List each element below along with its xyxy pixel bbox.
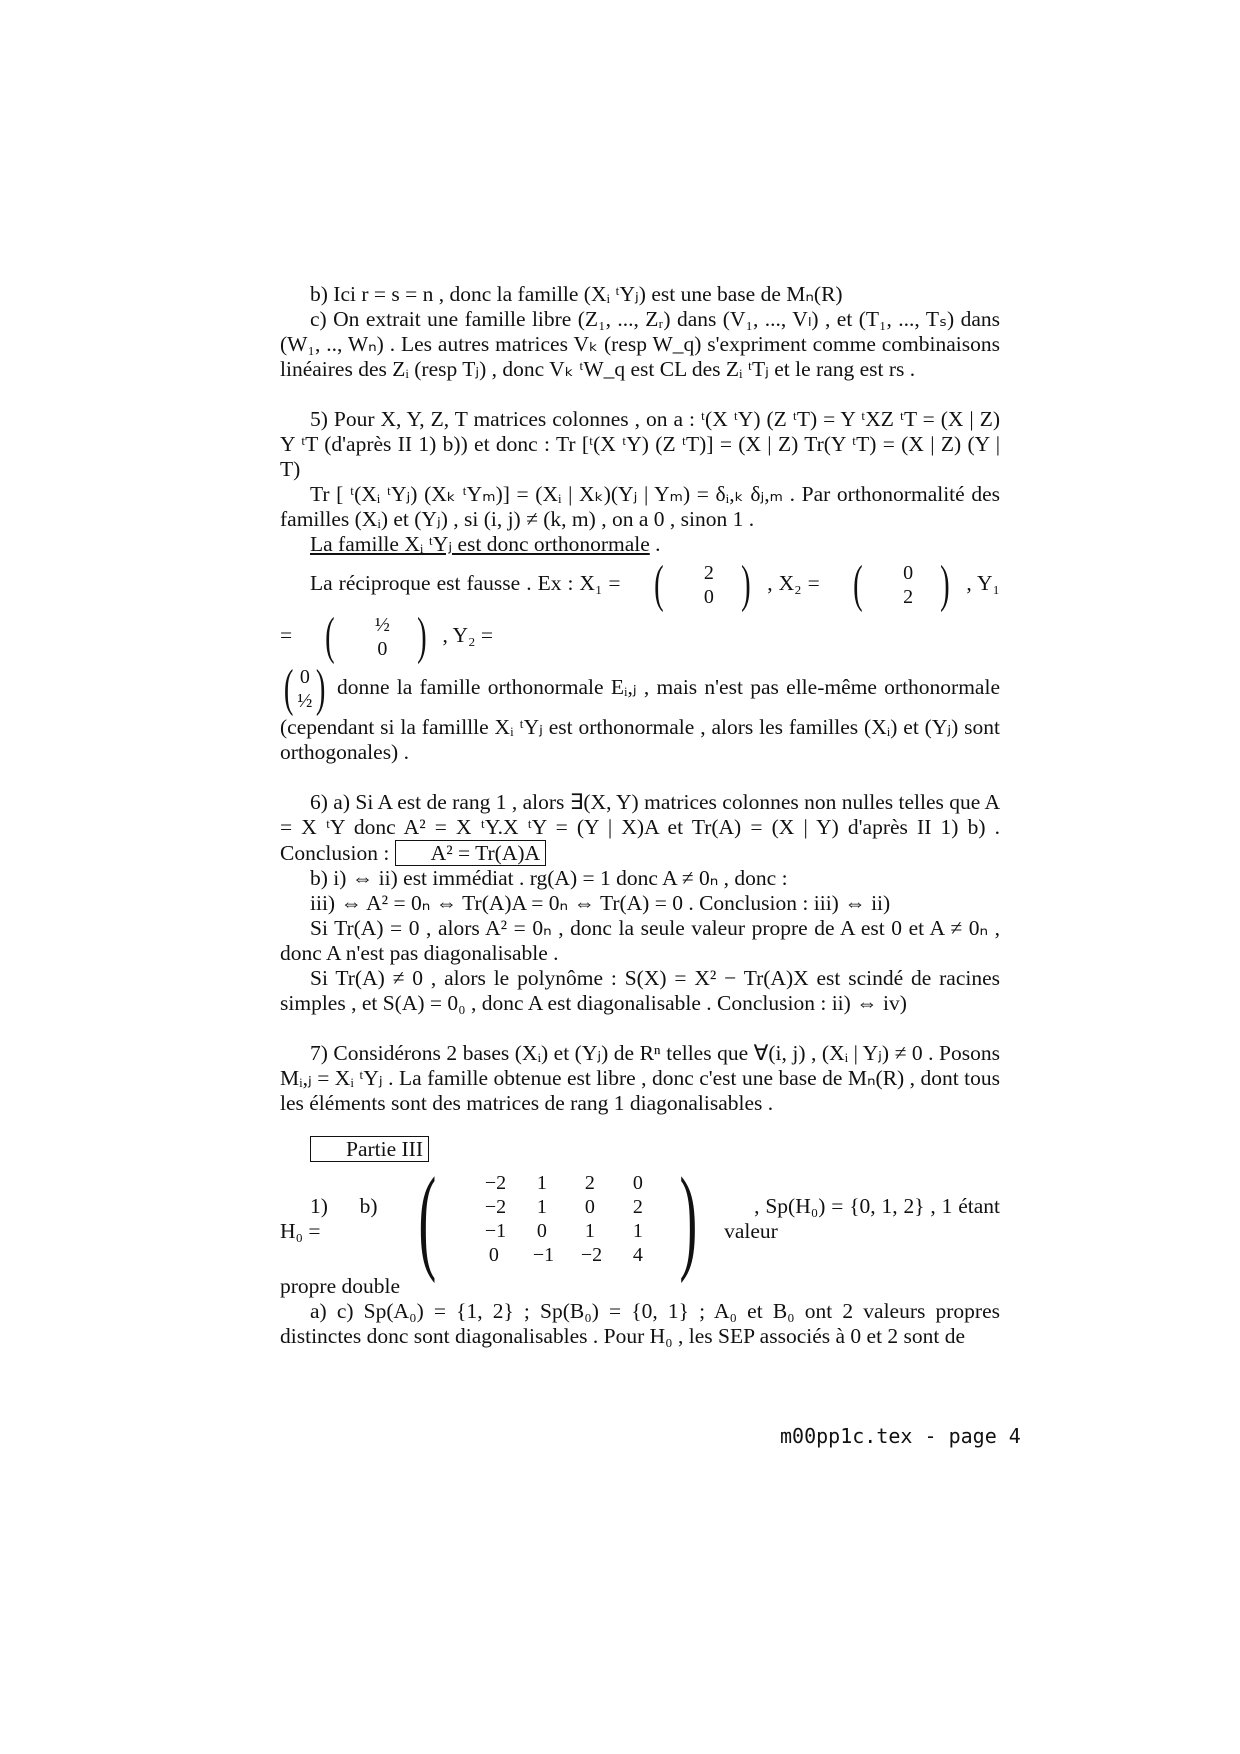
- underlined-conclusion: La famille Xᵢ ᵗYⱼ est donc orthonormale: [310, 532, 650, 556]
- matrix-x1: ( 2 0 ): [653, 556, 751, 613]
- matrix-y2: ( 0 ½ ): [283, 660, 326, 717]
- paragraph-iii-1b-end: propre double: [280, 1274, 401, 1298]
- part-iii-box: Partie III: [310, 1136, 429, 1162]
- matrix-h0: ( −2 1 2 0 −2 1 0 2 −1 0 1 1 0 −1 −2 4 ): [418, 1153, 698, 1284]
- paragraph-5c: La famille Xᵢ ᵗYⱼ est donc orthonormale .: [310, 532, 661, 556]
- matrix-x2: ( 0 2 ): [852, 556, 950, 613]
- paragraph-6b1: b) i) ⇔ ii) est immédiat . rg(A) = 1 donc A ≠ 0ₙ , donc :: [310, 866, 788, 890]
- paragraph-6b2: iii) ⇔ A² = 0ₙ ⇔ Tr(A)A = 0ₙ ⇔ Tr(A) = 0 . Conclusion : iii) ⇔ ii): [310, 891, 891, 915]
- paragraph-6b3: Si Tr(A) = 0 , alors A² = 0ₙ , donc la seule valeur propre de A est 0 et A ≠ 0ₙ , donc A n'est pas diagonalisable .: [280, 916, 1000, 965]
- paragraph-6b4: Si Tr(A) ≠ 0 , alors le polynôme : S(X) = X² − Tr(A)X est scindé de racines simples , et S(A) = 0₀ , donc A est diagonalisable . Conclusion : ii) ⇔ iv): [280, 966, 1000, 1015]
- matrix-y1: ( ½ 0 ): [324, 608, 427, 665]
- paragraph-5e: ( 0 ½ ) donne la famille orthonormale Eᵢ,ⱼ , mais n'est pas elle-même orthonormale (cependant si la famillle Xᵢ ᵗYⱼ est orthonormale , alors les familles (Xᵢ) et (Yⱼ) sont orthogonales) .: [280, 660, 1000, 764]
- paragraph-b: b) Ici r = s = n , donc la famille (Xᵢ ᵗYⱼ) est une base de Mₙ(R): [310, 282, 843, 306]
- document-body: [280, 282, 1000, 1349]
- paragraph-5d: La réciproque est fausse . Ex : X₁ = ( 2 0 ) , X₂ = ( 0 2 ) , Y₁ = ( ½ 0 ) , Y₂ =: [280, 556, 1001, 665]
- paragraph-c: c) On extrait une famille libre (Z₁, ..., Zᵣ) dans (V₁, ..., Vₗ) , et (T₁, ..., Tₛ) dans (W₁, .., Wₙ) . Les autres matrices Vₖ (resp W_q) s'expriment comme combinaisons linéaires des Zᵢ (resp Tⱼ) , donc Vₖ ᵗW_q est CL des Zᵢ ᵗTⱼ et le rang est rs .: [280, 307, 1000, 381]
- paragraph-7: 7) Considérons 2 bases (Xᵢ) et (Yⱼ) de Rⁿ telles que ∀(i, j) , (Xᵢ | Yⱼ) ≠ 0 . Posons Mᵢ,ⱼ = Xᵢ ᵗYⱼ . La famille obtenue est libre , donc c'est une base de Mₙ(R) , dont tous les éléments sont des matrices de rang 1 diagonalisables .: [280, 1041, 1000, 1115]
- paragraph-5b: Tr [ ᵗ(Xᵢ ᵗYⱼ) (Xₖ ᵗYₘ)] = (Xᵢ | Xₖ)(Yⱼ | Yₘ) = δᵢ,ₖ δⱼ,ₘ . Par orthonormalité des familles (Xᵢ) et (Yⱼ) , si (i, j) ≠ (k, m) , on a 0 , sinon 1 .: [280, 482, 1000, 531]
- paragraph-5a: 5) Pour X, Y, Z, T matrices colonnes , on a : ᵗ(X ᵗY) (Z ᵗT) = Y ᵗXZ ᵗT = (X | Z) Y ᵗT (d'après II 1) b)) et donc : Tr [ᵗ(X ᵗY) (Z ᵗT)] = (X | Z) Tr(Y ᵗT) = (X | Z) (Y | T): [280, 407, 1000, 481]
- paragraph-iii-1b: 1) b) H₀ = ( −2 1 2 0 −2 1 0 2 −1 0 1 1 0 −1 −2 4 ) , Sp(H₀) = {0, 1, 2} , 1 étant valeur: [280, 1153, 1000, 1284]
- boxed-result: A² = Tr(A)A: [395, 840, 546, 866]
- section-heading: [280, 1136, 1000, 1162]
- paragraph-iii-ac: a) c) Sp(A₀) = {1, 2} ; Sp(B₀) = {0, 1} ; A₀ et B₀ ont 2 valeurs propres distinctes donc sont diagonalisables . Pour H₀ , les SEP associés à 0 et 2 sont de: [280, 1299, 1000, 1348]
- paragraph-6a: 6) a) Si A est de rang 1 , alors ∃(X, Y) matrices colonnes non nulles telles que A = X ᵗY donc A² = X ᵗY.X ᵗY = (Y | X)A et Tr(A) = (X | Y) d'après II 1) b) . Conclusion : A² = Tr(A)A: [280, 790, 1000, 865]
- page-footer: m00pp1c.tex - page 4: [780, 1424, 1021, 1448]
